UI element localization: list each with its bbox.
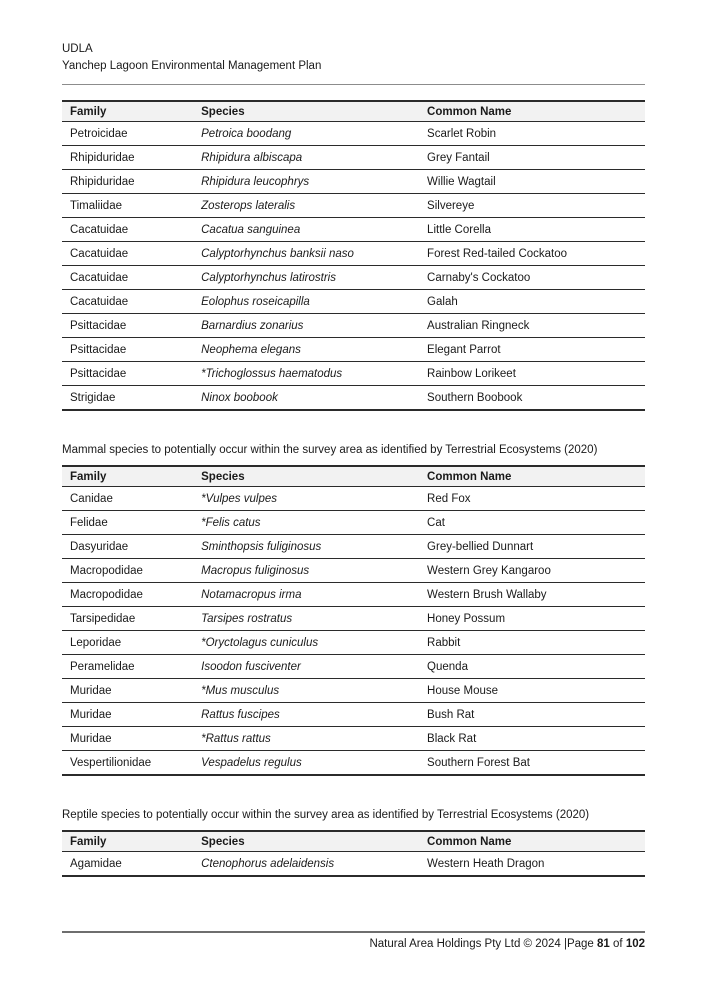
cell-common-name: Willie Wagtail (419, 170, 645, 194)
table-row (62, 266, 645, 290)
cell-species: *Trichoglossus haematodus (193, 362, 419, 386)
cell-species: *Mus musculus (193, 679, 419, 703)
cell-common-name: Scarlet Robin (419, 122, 645, 146)
table-row (62, 655, 645, 679)
mammal-table-caption: Mammal species to potentially occur within the survey area as identified by Terrestrial Ecosystems (2020) (62, 444, 598, 456)
cell-common-name: Bush Rat (419, 703, 645, 727)
cell-species: Eolophus roseicapilla (193, 290, 419, 314)
cell-common-name: Carnaby's Cockatoo (419, 266, 645, 290)
cell-common-name: Red Fox (419, 487, 645, 511)
footer-text: Natural Area Holdings Pty Ltd © 2024 |Page (369, 938, 598, 950)
cell-common-name: Western Brush Wallaby (419, 583, 645, 607)
column-header-species: Species (193, 831, 419, 852)
cell-species: Calyptorhynchus latirostris (193, 266, 419, 290)
table-row (62, 194, 645, 218)
cell-species: Ctenophorus adelaidensis (193, 852, 419, 877)
cell-species: Notamacropus irma (193, 583, 419, 607)
cell-common-name: Western Grey Kangaroo (419, 559, 645, 583)
cell-common-name: Southern Boobook (419, 386, 645, 411)
document-header (62, 0, 645, 85)
cell-family: Vespertilionidae (62, 751, 193, 776)
cell-species: Macropus fuliginosus (193, 559, 419, 583)
cell-common-name: Silvereye (419, 194, 645, 218)
cell-common-name: Rabbit (419, 631, 645, 655)
cell-species: *Oryctolagus cuniculus (193, 631, 419, 655)
table-row (62, 170, 645, 194)
cell-species: Tarsipes rostratus (193, 607, 419, 631)
cell-family: Macropodidae (62, 559, 193, 583)
cell-family: Canidae (62, 487, 193, 511)
table-row (62, 146, 645, 170)
cell-common-name: Black Rat (419, 727, 645, 751)
cell-common-name: Grey-bellied Dunnart (419, 535, 645, 559)
cell-common-name: Western Heath Dragon (419, 852, 645, 877)
cell-species: Sminthopsis fuliginosus (193, 535, 419, 559)
cell-common-name: Elegant Parrot (419, 338, 645, 362)
cell-family: Felidae (62, 511, 193, 535)
cell-family: Dasyuridae (62, 535, 193, 559)
table-row (62, 487, 645, 511)
cell-common-name: House Mouse (419, 679, 645, 703)
cell-species: *Felis catus (193, 511, 419, 535)
page-total: 102 (625, 938, 645, 950)
table-row (62, 338, 645, 362)
column-header-family: Family (62, 101, 193, 122)
table-row (62, 631, 645, 655)
cell-common-name: Southern Forest Bat (419, 751, 645, 776)
cell-species: Barnardius zonarius (193, 314, 419, 338)
cell-family: Timaliidae (62, 194, 193, 218)
table-row (62, 607, 645, 631)
cell-family: Cacatuidae (62, 242, 193, 266)
cell-family: Psittacidae (62, 314, 193, 338)
cell-species: Isoodon fusciventer (193, 655, 419, 679)
table-row (62, 535, 645, 559)
cell-species: Vespadelus regulus (193, 751, 419, 776)
column-header-species: Species (193, 466, 419, 487)
cell-species: Cacatua sanguinea (193, 218, 419, 242)
table-row (62, 727, 645, 751)
reptile-species-table (62, 830, 645, 877)
cell-common-name: Honey Possum (419, 607, 645, 631)
table-row (62, 511, 645, 535)
table-row (62, 242, 645, 266)
cell-family: Tarsipedidae (62, 607, 193, 631)
table-row (62, 386, 645, 411)
table-row (62, 679, 645, 703)
table-row (62, 218, 645, 242)
mammal-species-table (62, 465, 645, 776)
table-row (62, 290, 645, 314)
cell-family: Macropodidae (62, 583, 193, 607)
cell-species: Petroica boodang (193, 122, 419, 146)
reptile-table-caption: Reptile species to potentially occur within the survey area as identified by Terrestrial Ecosystems (2020) (62, 809, 590, 821)
column-header-common-name: Common Name (419, 466, 645, 487)
table-header-row (62, 831, 645, 852)
cell-family: Psittacidae (62, 362, 193, 386)
table-row (62, 122, 645, 146)
cell-family: Muridae (62, 679, 193, 703)
table-header-row (62, 101, 645, 122)
cell-common-name: Cat (419, 511, 645, 535)
cell-family: Cacatuidae (62, 218, 193, 242)
footer-of-label: of (609, 938, 626, 950)
cell-species: Neophema elegans (193, 338, 419, 362)
cell-family: Petroicidae (62, 122, 193, 146)
page-number: 81 (597, 938, 610, 950)
table-header-row (62, 466, 645, 487)
cell-species: Rhipidura leucophrys (193, 170, 419, 194)
table-row (62, 314, 645, 338)
bird-species-table (62, 100, 645, 411)
column-header-common-name: Common Name (419, 831, 645, 852)
column-header-common-name: Common Name (419, 101, 645, 122)
cell-family: Peramelidae (62, 655, 193, 679)
table-row (62, 583, 645, 607)
cell-family: Muridae (62, 727, 193, 751)
cell-species: *Rattus rattus (193, 727, 419, 751)
cell-family: Psittacidae (62, 338, 193, 362)
cell-family: Leporidae (62, 631, 193, 655)
cell-family: Muridae (62, 703, 193, 727)
page-footer (62, 931, 645, 951)
cell-species: *Vulpes vulpes (193, 487, 419, 511)
cell-family: Cacatuidae (62, 266, 193, 290)
org-name: UDLA (62, 43, 93, 55)
table-row (62, 751, 645, 776)
column-header-family: Family (62, 466, 193, 487)
table-row (62, 559, 645, 583)
cell-species: Rattus fuscipes (193, 703, 419, 727)
cell-family: Agamidae (62, 852, 193, 877)
cell-common-name: Quenda (419, 655, 645, 679)
cell-family: Rhipiduridae (62, 170, 193, 194)
column-header-family: Family (62, 831, 193, 852)
cell-common-name: Forest Red-tailed Cockatoo (419, 242, 645, 266)
cell-species: Ninox boobook (193, 386, 419, 411)
cell-common-name: Grey Fantail (419, 146, 645, 170)
cell-common-name: Australian Ringneck (419, 314, 645, 338)
cell-species: Zosterops lateralis (193, 194, 419, 218)
cell-family: Rhipiduridae (62, 146, 193, 170)
cell-species: Calyptorhynchus banksii naso (193, 242, 419, 266)
cell-species: Rhipidura albiscapa (193, 146, 419, 170)
table-row (62, 852, 645, 877)
table-row (62, 703, 645, 727)
cell-family: Cacatuidae (62, 290, 193, 314)
cell-family: Strigidae (62, 386, 193, 411)
column-header-species: Species (193, 101, 419, 122)
cell-common-name: Rainbow Lorikeet (419, 362, 645, 386)
cell-common-name: Little Corella (419, 218, 645, 242)
table-row (62, 362, 645, 386)
doc-title: Yanchep Lagoon Environmental Management Plan (62, 60, 322, 72)
cell-common-name: Galah (419, 290, 645, 314)
